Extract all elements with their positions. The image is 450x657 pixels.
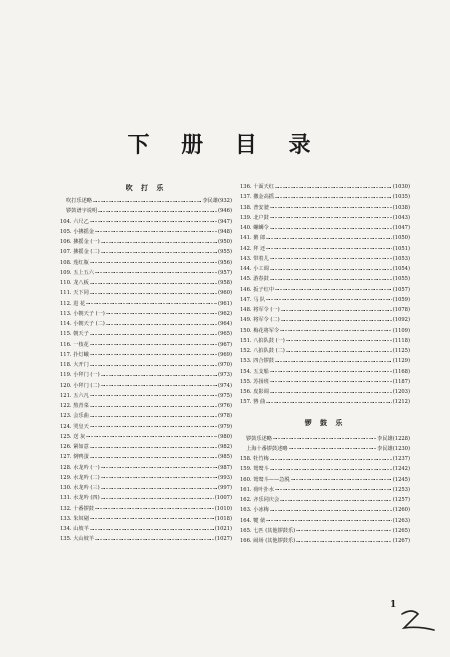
toc-entry-title: 153. 四合锣鼓 xyxy=(240,358,274,365)
toc-entry-page: (1168) xyxy=(392,368,410,375)
toc-entry-page: (958) xyxy=(218,280,232,286)
toc-entry-page: (1253) xyxy=(392,486,410,493)
toc-entry-title: 110. 龙八板 xyxy=(60,280,89,286)
toc-entry xyxy=(240,182,410,192)
toc-entry-title: 142. 拜 还 xyxy=(240,245,266,252)
toc-entry xyxy=(60,514,232,524)
dot-leader xyxy=(266,402,392,403)
dot-leader xyxy=(281,310,392,311)
toc-entry-page: (946) xyxy=(218,208,232,215)
toc-entry-author: 李民雄 xyxy=(202,198,219,204)
toc-entry xyxy=(60,319,232,329)
toc-entry-title: 143. 带着儿 xyxy=(240,255,269,262)
dot-leader xyxy=(93,201,202,202)
toc-entry-page: (1047) xyxy=(392,225,410,231)
dot-leader xyxy=(270,258,392,259)
toc-entry-author: 李民雄 xyxy=(377,435,393,442)
toc-entry-title: 115. 朝天子 xyxy=(60,331,89,338)
toc-entry xyxy=(60,422,232,432)
section-heading-chuida: 吹 打 乐 xyxy=(125,183,167,192)
dot-leader xyxy=(90,447,217,448)
toc-entry-page: (969) xyxy=(218,351,232,358)
dot-leader xyxy=(90,283,217,284)
toc-entry-title: 165. 七匹 (其他锣鼓乐) xyxy=(240,527,296,534)
dot-leader xyxy=(90,262,217,263)
dot-leader xyxy=(101,252,217,253)
toc-entry-page: (993) xyxy=(218,474,232,481)
toc-entry-page: (1078) xyxy=(392,307,410,313)
toc-entry-page: (1230) xyxy=(392,445,410,452)
toc-entry xyxy=(60,493,232,503)
toc-entry-page: (973) xyxy=(218,372,232,379)
toc-entry xyxy=(240,526,410,536)
toc-list-right-top xyxy=(240,182,410,408)
toc-entry-title: 134. 山坡羊 xyxy=(60,526,89,532)
dot-leader xyxy=(95,539,214,540)
toc-entry-page: (976) xyxy=(218,403,232,409)
toc-entry xyxy=(60,463,232,473)
toc-entry-title: 120. 小拜门 (二) xyxy=(60,382,100,389)
toc-entry-page: (960) xyxy=(218,290,232,297)
toc-entry-title: 166. 闹场 (其他锣鼓乐) xyxy=(240,538,296,544)
dot-leader xyxy=(275,489,392,490)
toc-entry-title: 157. 簪 曲 xyxy=(240,399,266,406)
dot-leader xyxy=(280,330,392,331)
toc-entry xyxy=(60,268,232,278)
toc-entry-title: 126. 紧如意 xyxy=(60,444,89,450)
toc-entry-title: 127. 倒鸭蛋 xyxy=(60,454,89,461)
toc-entry xyxy=(240,244,410,254)
toc-entry-title: 122. 熬青菜 xyxy=(60,403,89,409)
toc-entry xyxy=(60,247,232,257)
toc-entry-author: 李民雄 xyxy=(377,445,393,452)
toc-entry-title: 111. 天下同 xyxy=(60,290,89,297)
dot-leader xyxy=(270,217,392,218)
toc-entry xyxy=(240,223,410,233)
toc-entry xyxy=(240,444,410,454)
dot-leader xyxy=(90,529,214,530)
toc-entry-page: (1030) xyxy=(392,184,410,190)
toc-entry-title: 135. 大山坡羊 xyxy=(60,536,94,543)
toc-entry xyxy=(240,485,410,495)
toc-entry-title: 144. 小工调 xyxy=(240,266,269,272)
toc-list-left xyxy=(60,196,232,545)
dot-leader xyxy=(270,459,392,460)
toc-entry xyxy=(60,442,232,452)
toc-entry xyxy=(240,475,410,485)
toc-entry-page: (955) xyxy=(218,249,232,256)
dot-leader xyxy=(90,344,217,345)
toc-entry xyxy=(240,536,410,546)
toc-entry-title: 139. 北户鼓 xyxy=(240,214,269,221)
toc-entry-title: 109. 五上五六 xyxy=(60,269,94,276)
toc-entry-page: (965) xyxy=(218,331,232,338)
toc-entry-page: (1267) xyxy=(392,538,410,544)
toc-entry xyxy=(240,326,410,336)
toc-entry xyxy=(240,295,410,305)
dot-leader xyxy=(266,520,392,521)
toc-entry-title: 149. 将军令 (二) xyxy=(240,317,280,324)
dot-leader xyxy=(270,228,392,229)
toc-entry-title: 132. 十番锣鼓 xyxy=(60,505,94,512)
toc-entry xyxy=(60,411,232,421)
toc-entry-page: (1027) xyxy=(214,536,232,543)
toc-entry-page: (975) xyxy=(218,392,232,399)
toc-entry xyxy=(60,452,232,462)
toc-entry-title: 137. 撒金高摇 xyxy=(240,194,274,201)
dot-leader xyxy=(275,289,392,290)
dot-leader xyxy=(90,293,217,294)
toc-entry-title: 104. 六尺乙 xyxy=(60,218,89,225)
dot-leader xyxy=(90,354,217,355)
toc-entry xyxy=(240,346,410,356)
toc-entry-title: 129. 水龙吟 (二) xyxy=(60,474,100,481)
dot-leader xyxy=(280,500,392,501)
toc-entry xyxy=(240,505,410,515)
toc-entry xyxy=(60,391,232,401)
toc-entry-page: (1021) xyxy=(214,526,232,532)
toc-entry xyxy=(60,370,232,380)
handwritten-mark-icon xyxy=(398,606,438,636)
toc-entry xyxy=(240,285,410,295)
toc-entry xyxy=(60,329,232,339)
toc-entry xyxy=(60,206,232,216)
toc-entry-page: (1260) xyxy=(392,507,410,514)
toc-entry xyxy=(240,203,410,213)
dot-leader xyxy=(90,395,217,396)
toc-entry-page: (1237) xyxy=(392,456,410,462)
dot-leader xyxy=(90,416,217,417)
toc-entry-page: (1010) xyxy=(214,505,232,512)
toc-entry xyxy=(60,227,232,237)
toc-entry xyxy=(60,350,232,360)
toc-entry-page: (1129) xyxy=(392,358,410,365)
toc-entry-page: (1059) xyxy=(392,296,410,303)
toc-entry-page: (962) xyxy=(218,310,232,317)
toc-entry-title: 105. 小拂摇金 xyxy=(60,228,94,235)
toc-entry-page: (1242) xyxy=(392,466,410,473)
toc-entry-page: (974) xyxy=(218,382,232,389)
dot-leader xyxy=(286,340,392,341)
dot-leader xyxy=(86,303,217,304)
toc-entry-title: 156. 皮影调 xyxy=(240,389,269,395)
dot-leader xyxy=(90,457,217,458)
toc-entry-title: 151. 八拍队鼓 (一) xyxy=(240,337,285,344)
section-heading-luogu: 锣 鼓 乐 xyxy=(304,417,346,427)
toc-entry xyxy=(240,495,410,505)
toc-entry-title: 162. 齐乐同庆会 xyxy=(240,497,280,503)
dot-leader xyxy=(101,477,217,478)
toc-entry xyxy=(60,299,232,309)
toc-entry xyxy=(240,454,410,464)
dot-leader xyxy=(95,508,214,509)
dot-leader xyxy=(270,371,392,372)
toc-entry-page: (1018) xyxy=(214,515,232,522)
dot-leader xyxy=(270,279,392,280)
toc-entry-title: 112. 进 花 xyxy=(60,300,86,307)
toc-entry-title: 107. 拂摇金 (二) xyxy=(60,249,100,256)
toc-entry xyxy=(240,315,410,325)
toc-entry-title: 吹打乐述略 xyxy=(66,198,92,204)
toc-entry-page: (985) xyxy=(218,454,232,461)
toc-entry-page: (1035) xyxy=(392,194,410,201)
dot-leader xyxy=(270,510,392,511)
dot-leader xyxy=(275,361,392,362)
dot-leader xyxy=(296,541,392,542)
toc-entry-title: 147. 马 队 xyxy=(240,296,266,303)
toc-entry-page: (1054) xyxy=(392,266,410,272)
toc-entry-page: (987) xyxy=(218,464,232,471)
dot-leader xyxy=(266,248,392,249)
toc-entry-title: 158. 牡竹梅 xyxy=(240,456,269,462)
dot-leader xyxy=(101,242,217,243)
dot-leader xyxy=(106,313,217,314)
dot-leader xyxy=(281,320,392,321)
toc-entry-page: (997) xyxy=(218,485,232,491)
toc-list-right-bottom xyxy=(240,434,410,547)
toc-entry-title: 114. 小朝天子 (二) xyxy=(60,321,105,327)
toc-entry-page: (932) xyxy=(218,198,232,204)
dot-leader xyxy=(101,467,217,468)
toc-entry xyxy=(60,237,232,247)
dot-leader xyxy=(101,498,214,499)
dot-leader xyxy=(270,269,392,270)
dot-leader xyxy=(101,375,217,376)
toc-entry xyxy=(60,401,232,411)
toc-entry-page: (1043) xyxy=(392,214,410,221)
dot-leader xyxy=(270,469,392,470)
dot-leader xyxy=(296,530,392,531)
toc-entry-title: 116. 一枝花 xyxy=(60,341,89,348)
toc-entry-page: (1212) xyxy=(392,399,410,406)
toc-entry-title: 123. 会乐曲 xyxy=(60,413,89,420)
toc-entry-title: 154. 五支船 xyxy=(240,368,269,375)
toc-entry xyxy=(60,504,232,514)
toc-entry-title: 155. 苏扬班 xyxy=(240,378,269,385)
toc-entry-title: 146. 扳子红中 xyxy=(240,286,274,293)
toc-entry-title: 148. 将军令 (一) xyxy=(240,307,280,313)
toc-entry-page: (1038) xyxy=(392,204,410,211)
toc-entry-page: (957) xyxy=(218,269,232,276)
page-number: 1 xyxy=(390,600,397,610)
toc-entry-page: (982) xyxy=(218,444,232,450)
dot-leader xyxy=(90,334,217,335)
toc-entry-page: (1245) xyxy=(392,476,410,483)
toc-entry-title: 上海十番锣鼓述略 xyxy=(246,445,288,452)
toc-entry-page: (964) xyxy=(218,321,232,327)
toc-entry-page: (950) xyxy=(218,239,232,245)
dot-leader xyxy=(90,221,217,222)
toc-entry-title: 118. 大开门 xyxy=(60,362,89,368)
toc-entry-title: 108. 莲红瓶 xyxy=(60,259,89,266)
toc-entry-page: (1053) xyxy=(392,255,410,262)
toc-entry xyxy=(240,213,410,223)
toc-entry xyxy=(60,483,232,493)
toc-entry-page: (956) xyxy=(218,259,232,266)
toc-entry-page: (1265) xyxy=(392,527,410,534)
toc-entry xyxy=(60,217,232,227)
toc-entry xyxy=(60,432,232,442)
toc-entry xyxy=(240,233,410,243)
toc-entry-title: 138. 普安驶 xyxy=(240,204,269,211)
toc-entry-page: (1203) xyxy=(392,389,410,395)
toc-entry-title: 152. 八拍队鼓 (二) xyxy=(240,348,285,354)
dot-leader xyxy=(90,518,214,519)
toc-entry xyxy=(60,309,232,319)
toc-entry-page: (1057) xyxy=(392,286,410,293)
toc-entry xyxy=(240,377,410,387)
toc-entry xyxy=(240,464,410,474)
toc-entry-title: 133. 朱奴剔 xyxy=(60,515,89,522)
toc-right-column xyxy=(240,182,410,546)
toc-entry-title: 125. 送 灰 xyxy=(60,433,86,440)
dot-leader xyxy=(101,385,217,386)
toc-entry-page: (1055) xyxy=(392,276,410,283)
toc-entry-title: 106. 拂摇金 (一) xyxy=(60,239,100,245)
toc-entry-title: 161. 荷叶扑水 xyxy=(240,486,274,493)
dot-leader xyxy=(86,436,217,437)
toc-entry-title: 140. 螺蛳令 xyxy=(240,225,269,231)
toc-entry-title: 160. 鸳鸯斗——急脱 xyxy=(240,476,290,483)
toc-entry-page: (980) xyxy=(218,433,232,440)
dot-leader xyxy=(270,207,392,208)
toc-entry-page: (1007) xyxy=(214,495,232,502)
toc-entry xyxy=(60,360,232,370)
toc-entry-page: (1051) xyxy=(392,245,410,252)
dot-leader xyxy=(270,392,392,393)
dot-leader xyxy=(275,197,392,198)
dot-leader xyxy=(270,381,392,382)
toc-entry xyxy=(240,356,410,366)
toc-entry-title: 锣鼓谱字说明 xyxy=(66,208,98,215)
toc-entry-title: 136. 十面天红 xyxy=(240,184,274,190)
toc-entry-page: (979) xyxy=(218,423,232,430)
toc-entry-page: (1187) xyxy=(392,378,410,385)
page-title: 下 册 目 录 xyxy=(127,132,323,158)
dot-leader xyxy=(101,488,217,489)
toc-entry-title: 145. 游春鼓 xyxy=(240,276,269,283)
dot-leader xyxy=(106,324,217,325)
dot-leader xyxy=(90,365,217,366)
toc-entry-title: 119. 小拜门 (一) xyxy=(60,372,100,379)
toc-entry xyxy=(60,340,232,350)
toc-entry-title: 128. 水龙吟 (一) xyxy=(60,464,100,471)
toc-left-column xyxy=(60,182,232,545)
toc-entry-page: (947) xyxy=(218,218,232,225)
toc-entry xyxy=(240,254,410,264)
toc-entry-page: (1263) xyxy=(392,517,410,524)
toc-entry xyxy=(60,258,232,268)
dot-leader xyxy=(266,299,392,300)
toc-entry xyxy=(240,387,410,397)
toc-entry-page: (978) xyxy=(218,413,232,420)
toc-entry-page: (961) xyxy=(218,300,232,307)
toc-entry-page: (970) xyxy=(218,362,232,368)
toc-entry-page: (1228) xyxy=(392,435,410,442)
toc-entry xyxy=(60,288,232,298)
toc-entry-page: (1257) xyxy=(392,497,410,503)
toc-entry xyxy=(240,434,410,444)
toc-entry xyxy=(60,196,232,206)
toc-entry-title: 164. 犍 俵 xyxy=(240,517,266,524)
toc-entry xyxy=(240,192,410,202)
toc-entry-title: 141. 鹅 郎 xyxy=(240,235,266,242)
toc-entry xyxy=(240,397,410,407)
toc-entry-page: (967) xyxy=(218,341,232,348)
toc-entry-page: (1109) xyxy=(392,327,410,334)
toc-entry-title: 117. 扑灯蛾 xyxy=(60,351,89,358)
dot-leader xyxy=(95,272,217,273)
toc-entry xyxy=(60,524,232,534)
toc-entry xyxy=(60,278,232,288)
toc-entry-page: (1050) xyxy=(392,235,410,242)
dot-leader xyxy=(266,238,392,239)
toc-entry-title: 121. 五六凡 xyxy=(60,392,89,399)
dot-leader xyxy=(90,406,217,407)
toc-entry-title: 124. 哭皇天 xyxy=(60,423,89,430)
dot-leader xyxy=(273,438,376,439)
toc-entry xyxy=(240,274,410,284)
dot-leader xyxy=(98,211,217,212)
dot-leader xyxy=(289,448,377,449)
toc-entry xyxy=(240,336,410,346)
toc-entry xyxy=(240,516,410,526)
toc-entry xyxy=(240,264,410,274)
toc-entry xyxy=(60,534,232,544)
toc-entry-page: (948) xyxy=(218,228,232,235)
toc-entry-title: 锣鼓乐述略 xyxy=(246,435,272,442)
toc-entry-title: 131. 水龙吟 (四) xyxy=(60,495,100,502)
toc-entry-title: 159. 鸳鸯斗 xyxy=(240,466,269,473)
toc-entry-title: 163. 小冰梅 xyxy=(240,507,269,514)
dot-leader xyxy=(95,231,217,232)
toc-entry-title: 113. 小朝天子 (一) xyxy=(60,310,105,317)
dot-leader xyxy=(90,426,217,427)
dot-leader xyxy=(275,187,392,188)
toc-entry xyxy=(240,367,410,377)
toc-entry-page: (1125) xyxy=(392,348,410,354)
toc-entry xyxy=(60,473,232,483)
toc-entry xyxy=(240,305,410,315)
toc-entry-page: (1092) xyxy=(392,317,410,324)
toc-entry xyxy=(60,381,232,391)
toc-entry-title: 130. 水龙吟 (三) xyxy=(60,485,100,491)
dot-leader xyxy=(286,351,392,352)
dot-leader xyxy=(291,479,392,480)
toc-entry-page: (1118) xyxy=(392,337,410,344)
toc-entry-title: 150. 梅花将军令 xyxy=(240,327,280,334)
